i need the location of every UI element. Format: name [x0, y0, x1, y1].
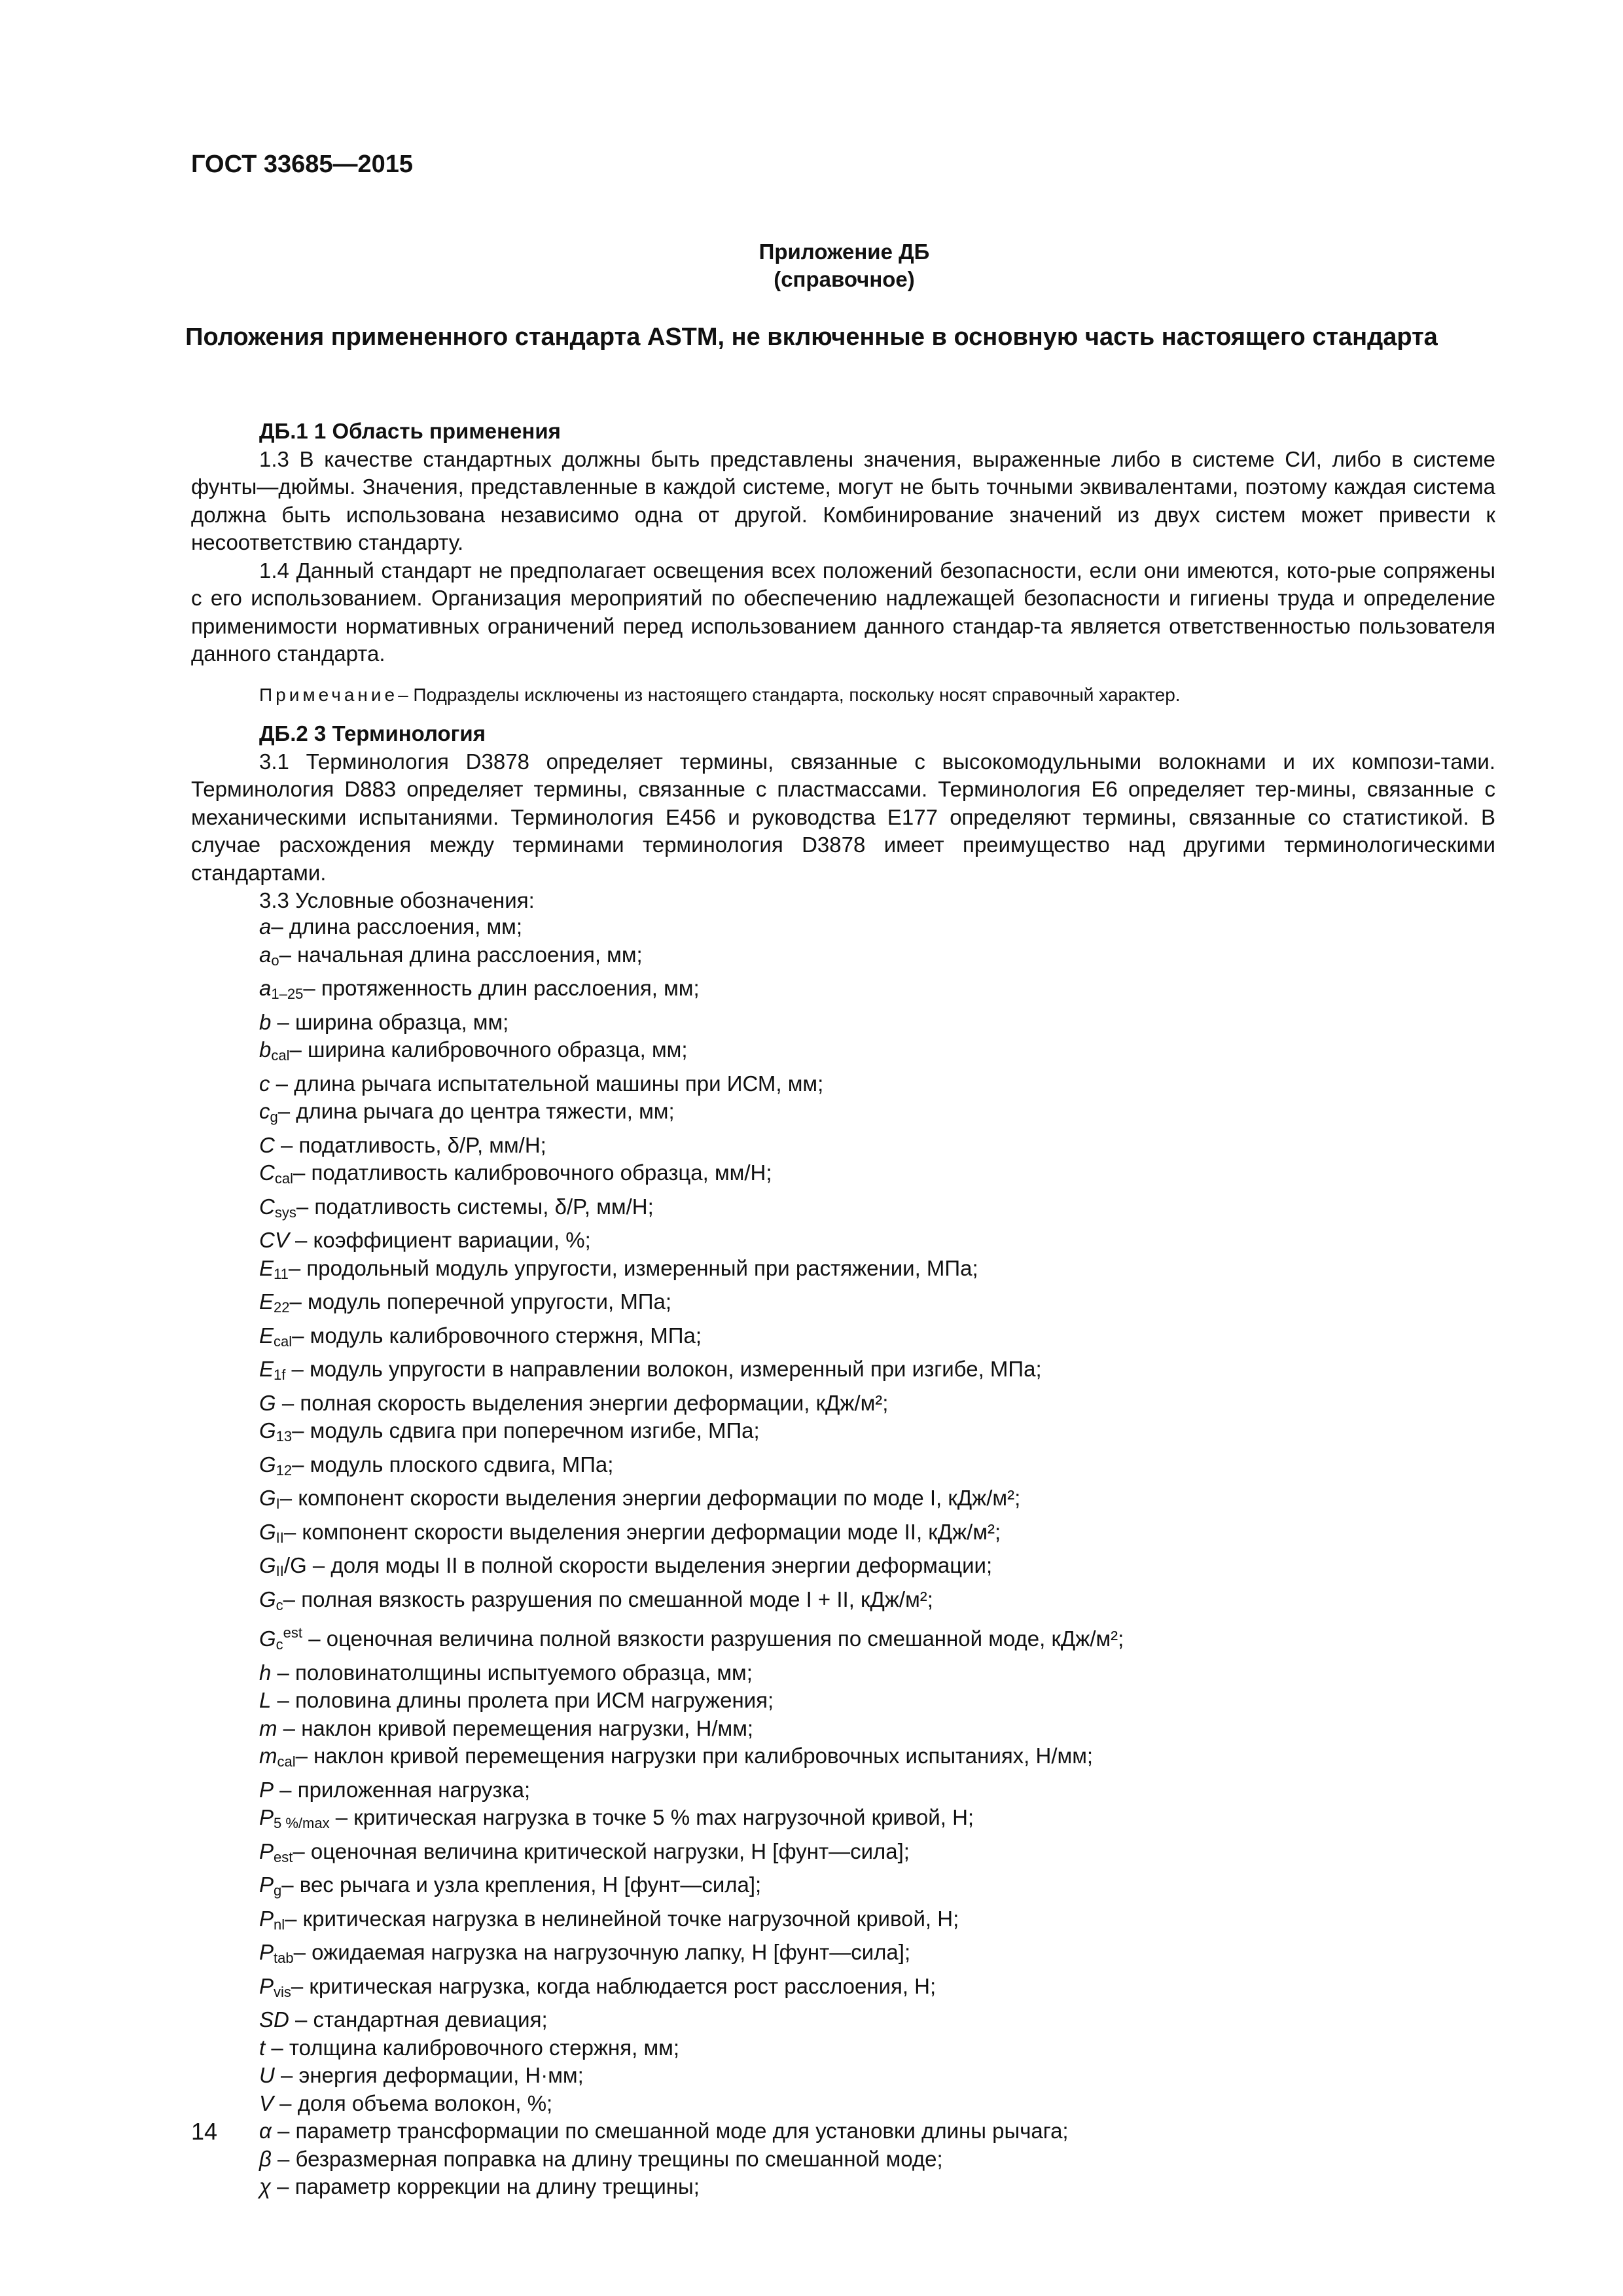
symbol-description: – компонент скорости выделения энергии деформации по моде I, кДж/м²; [279, 1486, 1021, 1510]
symbol-description: /G – доля моды II в полной скорости выделения энергии деформации; [283, 1553, 993, 1577]
symbol-description: – наклон кривой перемещения нагрузки при калибровочных испытаниях, Н/мм; [295, 1744, 1094, 1768]
symbol [259, 2091, 274, 2115]
symbol-definition [259, 975, 1496, 1009]
symbol [259, 976, 303, 1000]
symbol [259, 1391, 276, 1415]
symbol [259, 1688, 271, 1712]
symbol [259, 2036, 265, 2060]
symbol [259, 914, 271, 939]
section-heading: ДБ.1 1 Область применения [259, 419, 561, 443]
symbol-base: α [259, 2119, 272, 2143]
symbol-definition [259, 1776, 1496, 1804]
symbol [259, 2007, 289, 2032]
symbol-base: E [259, 1357, 274, 1381]
symbol-definition [259, 1586, 1496, 1620]
symbol-description: – длина рычага до центра тяжести, мм; [277, 1099, 675, 1123]
symbol [259, 1974, 291, 1998]
symbol-base: t [259, 2035, 266, 2060]
note-label: Примечание [259, 685, 399, 705]
symbol-description: – податливость, δ/P, мм/Н; [274, 1132, 546, 1157]
paragraph: 1.4 Данный стандарт не предполагает освещения всех положений безопасности, если они имеются, кото-рые сопряжены с его использованием. Организация мероприятий по обеспечению надлежащей безопасности и гигиены труда и определение применимости нормативных ограничений перед использованием данного стандар-та является ответственностью пользователя данного стандарта. [191, 558, 1495, 666]
symbol-base: P [259, 1873, 274, 1897]
symbol-definition [259, 1905, 1496, 1939]
document-code: ГОСТ 33685—2015 [191, 151, 414, 178]
symbol-base: χ [259, 2174, 272, 2198]
symbol-description: – модуль поперечной упругости, МПа; [289, 1289, 672, 1314]
symbol-subscript: est [274, 1848, 293, 1865]
symbol-description: – критическая нагрузка в нелинейной точке нагрузочной кривой, Н; [285, 1906, 959, 1931]
symbol-base: C [259, 1160, 275, 1185]
symbol [259, 1660, 271, 1685]
symbol-subscript: 11 [274, 1265, 289, 1282]
symbol [259, 1010, 271, 1034]
symbol-base: a [259, 914, 272, 939]
symbol [259, 1873, 281, 1897]
symbol-description: – длина расслоения, мм; [271, 914, 523, 939]
symbol [259, 1486, 280, 1510]
symbol-subscript: 12 [276, 1462, 293, 1479]
symbol-base: P [259, 1805, 274, 1829]
symbol [259, 2147, 272, 2171]
symbol-base: E [259, 1255, 274, 1280]
symbol-description: – ширина калибровочного образца, мм; [289, 1037, 688, 1062]
symbol-base: SD [259, 2007, 289, 2032]
symbol-subscript: vis [274, 1983, 291, 2000]
symbol-base: b [259, 1037, 272, 1062]
symbol-base: G [259, 1587, 276, 1611]
symbol-subscript: 5 %/max [274, 1815, 330, 1831]
symbol-definition [259, 1484, 1496, 1518]
symbol-description: – протяженность длин расслоения, мм; [303, 976, 700, 1000]
symbol-description: – доля объема волокон, %; [274, 2090, 553, 2115]
symbol-definition [259, 2062, 1496, 2090]
appendix-type: (справочное) [774, 267, 915, 291]
page-number: 14 [191, 2118, 218, 2145]
symbol [259, 1778, 274, 1802]
symbol-description: – критическая нагрузка в точке 5 % max нагрузочной кривой, Н; [329, 1805, 974, 1829]
symbol-definition [259, 1390, 1496, 1418]
symbol [259, 1323, 292, 1348]
symbol-base: G [259, 1418, 276, 1443]
symbol-description: – ожидаемая нагрузка на нагрузочную лапку, Н [фунт—сила]; [293, 1940, 911, 1964]
symbol-definition [259, 1939, 1496, 1973]
symbol-base: P [259, 1940, 274, 1964]
symbol-superscript: est [283, 1624, 303, 1641]
symbol-definition [259, 1838, 1496, 1872]
symbol-definition [259, 2173, 1496, 2201]
symbol-definition [259, 1098, 1496, 1132]
symbol-description: – начальная длина расслоения, мм; [279, 942, 643, 967]
symbol-description: – безразмерная поправка на длину трещины по смешанной моде; [271, 2146, 943, 2171]
symbol-definition [259, 2145, 1496, 2174]
symbol-definition [259, 1518, 1496, 1552]
symbol-description: – оценочная величина критической нагрузки, Н [фунт—сила]; [293, 1839, 910, 1863]
symbol-description: – полная вязкость разрушения по смешанной моде I + II, кДж/м²; [283, 1587, 933, 1611]
note-text: – Подразделы исключены из настоящего стандарта, поскольку носят справочный характер. [398, 685, 1181, 705]
symbol-definition [259, 941, 1496, 975]
symbol-subscript: cal [277, 1753, 296, 1770]
symbol-base: β [259, 2146, 272, 2171]
symbol-description: – критическая нагрузка, когда наблюдается рост расслоения, Н; [291, 1973, 936, 1998]
symbol-description: – ширина образца, мм; [271, 1009, 509, 1034]
symbol-base: a [259, 976, 272, 1000]
symbol-subscript: cal [274, 1170, 293, 1187]
symbol [259, 1587, 283, 1611]
symbol-base: G [259, 1553, 276, 1577]
symbol-base: h [259, 1660, 272, 1685]
symbol [259, 1228, 289, 1252]
symbol [259, 1744, 296, 1768]
symbol-definition [259, 1193, 1496, 1227]
symbol-subscript: cal [274, 1333, 293, 1350]
symbol-subscript: I [276, 1496, 280, 1512]
symbol [259, 1289, 290, 1314]
symbol-subscript: c [276, 1636, 283, 1653]
symbol [259, 1452, 292, 1477]
paragraph: 3.3 Условные обозначения: [259, 888, 535, 912]
symbol-description: – половинатолщины испытуемого образца, мм; [271, 1660, 753, 1685]
symbol-description: – модуль упругости в направлении волокон, измеренный при изгибе, МПа; [285, 1357, 1042, 1381]
symbol [259, 1194, 296, 1219]
symbol-base: C [259, 1132, 275, 1157]
symbol-subscript: sys [274, 1204, 296, 1221]
symbol [259, 1099, 278, 1123]
symbol-definition [259, 1659, 1496, 1687]
symbol [259, 1553, 284, 1577]
symbol-base: C [259, 1194, 275, 1219]
symbol [259, 1716, 277, 1740]
symbol-subscript: II [276, 1563, 284, 1579]
symbol-definition [259, 2034, 1496, 2062]
symbol-definition [259, 1451, 1496, 1485]
symbol [259, 2119, 272, 2143]
symbol-description: – приложенная нагрузка; [274, 1777, 531, 1802]
symbol-definition [259, 1742, 1496, 1776]
symbol-definition [259, 1255, 1496, 1289]
symbol-definition [259, 1715, 1496, 1743]
symbol-description: – длина рычага испытательной машины при ИСМ, мм; [270, 1071, 824, 1096]
symbol-base: G [259, 1390, 276, 1415]
symbol-definition [259, 2117, 1496, 2145]
symbol-base: G [259, 1452, 276, 1477]
symbol [259, 1940, 294, 1964]
paragraph: 1.3 В качестве стандартных должны быть представлены значения, выраженные либо в системе СИ, либо в системе фунты—дюймы. Значения, представленные в каждой системе, могут не быть точными эквивалентами, поэтому каждая система должна быть использована независимо одна от другой. Комбинирование значений из двух систем может привести к несоответствию стандарту. [191, 446, 1495, 554]
symbol-subscript: c [276, 1596, 283, 1613]
symbol-definition [259, 1070, 1496, 1098]
symbol-base: E [259, 1289, 274, 1314]
symbol-definition [259, 1132, 1496, 1160]
symbol-description: – модуль калибровочного стержня, МПа; [292, 1323, 702, 1348]
symbol-base: P [259, 1839, 274, 1863]
symbol-definition [259, 1687, 1496, 1715]
symbol-definition [259, 1973, 1496, 2007]
symbol-base: m [259, 1744, 277, 1768]
symbol-definition [259, 1804, 1496, 1838]
symbol-base: a [259, 942, 272, 967]
symbol [259, 1418, 292, 1443]
note [259, 682, 1489, 708]
symbol-subscript: tab [274, 1950, 294, 1966]
symbol-description: – энергия деформации, Н·мм; [274, 2063, 584, 2087]
symbol-definition [259, 1159, 1496, 1193]
symbol [259, 1160, 293, 1185]
symbol-description: – продольный модуль упругости, измеренный при растяжении, МПа; [288, 1255, 978, 1280]
symbol-definition [259, 2090, 1496, 2118]
symbol [259, 1520, 284, 1544]
symbol [259, 2063, 275, 2087]
symbol-subscript: g [270, 1109, 278, 1125]
symbol-base: U [259, 2063, 275, 2087]
symbol-description: – параметр коррекции на длину трещины; [271, 2174, 700, 2198]
symbol-description: – толщина калибровочного стержня, мм; [265, 2035, 680, 2060]
paragraph: 3.1 Терминология D3878 определяет термины, связанные с высокомодульными волокнами и их компози-тами. Терминология D883 определяет термины, связанные с пластмассами. Терминология E6 определяет тер-мины, связанные с механическими испытаниями. Терминология E456 и руководства E177 определяют термины, связанные со статистикой. В случае расхождения между терминами терминология D3878 имеет преимущество над другими терминологическими стандартами. [191, 749, 1495, 885]
symbol-base: G [259, 1486, 276, 1510]
symbol-base: G [259, 1519, 276, 1544]
section-heading: ДБ.2 3 Терминология [259, 721, 486, 745]
symbol-description: – модуль плоского сдвига, МПа; [292, 1452, 614, 1477]
symbol [259, 1907, 285, 1931]
symbol-description: – наклон кривой перемещения нагрузки, Н/мм; [277, 1715, 754, 1740]
appendix-title: Приложение ДБ [758, 240, 930, 264]
symbol [259, 1071, 270, 1096]
symbol-base: P [259, 1777, 274, 1802]
symbol-definition [259, 1036, 1496, 1070]
symbol-base: E [259, 1323, 274, 1348]
symbol-definition [259, 1009, 1496, 1037]
symbol-description: – оценочная величина полной вязкости разрушения по смешанной моде, кДж/м²; [302, 1626, 1124, 1651]
symbol-definition [259, 1227, 1496, 1255]
symbol-base: L [259, 1688, 272, 1712]
symbol-definition [259, 913, 1496, 941]
symbol-base: P [259, 1906, 274, 1931]
symbol [259, 1256, 289, 1280]
symbol-base: m [259, 1715, 277, 1740]
main-title: Положения примененного стандарта ASTM, не включенные в основную часть настоящего стандарта [185, 323, 1438, 351]
symbol-subscript: II [276, 1529, 284, 1546]
symbol-base: c [259, 1071, 270, 1096]
symbol-description: – параметр трансформации по смешанной моде для установки длины рычага; [271, 2119, 1069, 2143]
symbol [259, 1626, 302, 1651]
symbol-subscript: 13 [276, 1428, 293, 1444]
symbol-description: – податливость калибровочного образца, мм/Н; [293, 1160, 772, 1185]
symbol-definition [259, 1417, 1496, 1451]
symbol-subscript: 1f [274, 1367, 286, 1383]
symbol-description: – компонент скорости выделения энергии деформации моде II, кДж/м²; [283, 1519, 1001, 1544]
symbol [259, 942, 279, 967]
symbol [259, 1839, 293, 1863]
symbol-base: CV [259, 1228, 289, 1252]
symbol-description: – половина длины пролета при ИСМ нагружения; [271, 1688, 774, 1712]
symbol-subscript: o [271, 952, 279, 969]
symbol-description: – коэффициент вариации, %; [289, 1228, 591, 1252]
symbol-base: G [259, 1626, 276, 1651]
symbol-description: – вес рычага и узла крепления, Н [фунт—сила]; [281, 1873, 762, 1897]
symbol-base: c [259, 1099, 270, 1123]
section-terminology [191, 720, 1495, 915]
symbol [259, 2174, 271, 2198]
symbol-description: – полная скорость выделения энергии деформации, кДж/м²; [276, 1390, 889, 1415]
symbol-definition [259, 2006, 1496, 2034]
symbol [259, 1133, 275, 1157]
symbol [259, 1357, 285, 1381]
symbol [259, 1037, 289, 1062]
symbol-subscript: g [274, 1882, 282, 1899]
symbol-description: – податливость системы, δ/P, мм/Н; [296, 1194, 654, 1219]
symbol-base: P [259, 1973, 274, 1998]
symbol-definition [259, 1871, 1496, 1905]
symbols-list [259, 913, 1496, 2201]
symbol-description: – модуль сдвига при поперечном изгибе, МПа; [292, 1418, 760, 1443]
symbol-base: b [259, 1009, 272, 1034]
symbol-subscript: 1–25 [271, 986, 304, 1002]
symbol-subscript: nl [274, 1916, 285, 1933]
symbol-definition [259, 1288, 1496, 1322]
symbol-definition [259, 1322, 1496, 1356]
symbol-definition [259, 1619, 1496, 1659]
symbol-subscript: cal [271, 1047, 290, 1064]
symbol-description: – стандартная девиация; [289, 2007, 548, 2032]
symbol-definition [259, 1355, 1496, 1390]
symbol-definition [259, 1552, 1496, 1586]
symbol-base: V [259, 2090, 274, 2115]
symbol [259, 1805, 330, 1829]
symbol-subscript: 22 [274, 1299, 290, 1316]
section-scope [191, 418, 1495, 668]
